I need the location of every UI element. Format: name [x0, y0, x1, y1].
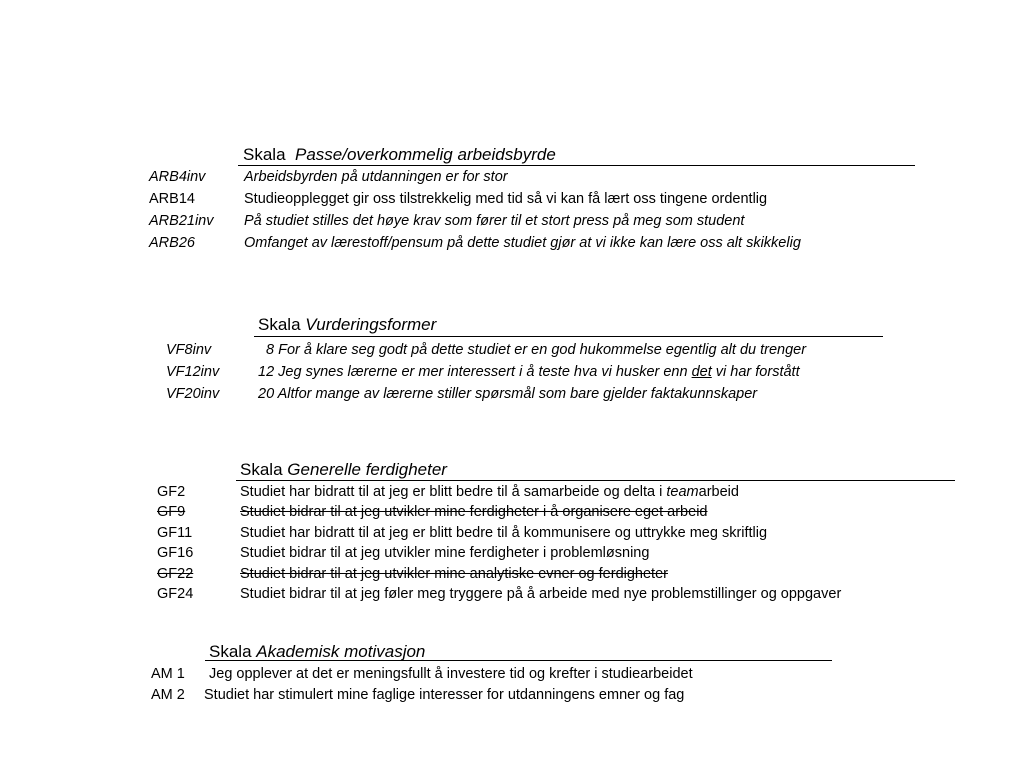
- item-code: VF8inv: [166, 342, 212, 358]
- scale-header-akademisk-motivasjon: [209, 642, 425, 662]
- item-code: GF16: [157, 545, 194, 561]
- scale-header-title: Passe/overkommelig arbeidsbyrde: [294, 145, 556, 164]
- item-code: AM 2: [151, 687, 185, 703]
- item-code: GF9: [157, 504, 186, 520]
- scale-header-prefix: Skala: [258, 315, 301, 334]
- item-code: AM 1: [151, 666, 185, 682]
- item-text-part: vi har forstått: [711, 364, 800, 380]
- item-text-part: arbeid: [698, 484, 739, 500]
- item-code: VF12inv: [166, 364, 220, 380]
- item-code: VF20inv: [166, 386, 220, 402]
- item-code: ARB26: [149, 235, 195, 251]
- item-text: Omfanget av lærestoff/pensum på dette studiet gjør at vi ikke kan lære oss alt skikkelig: [244, 235, 801, 251]
- scale-header-title: Vurderingsformer: [305, 315, 437, 334]
- item-code: GF2: [157, 484, 186, 500]
- scale-header-title: Generelle ferdigheter: [287, 460, 447, 479]
- item-text: Studiet bidrar til at jeg utvikler mine ferdigheter i problemløsning: [240, 545, 650, 561]
- item-text: 20 Altfor mange av lærerne stiller spørsmål som bare gjelder faktakunnskaper: [258, 386, 758, 402]
- scale-header-rule: [254, 336, 883, 337]
- item-text-part: Studiet har bidratt til at jeg er blitt bedre til å samarbeide og delta i: [240, 484, 667, 500]
- item-text: Studiet bidrar til at jeg utvikler mine ferdigheter i å organisere eget arbeid: [240, 504, 708, 520]
- item-text: Studiet har bidratt til at jeg er blitt bedre til å kommunisere og uttrykke meg skriftlig: [240, 525, 768, 541]
- item-text: På studiet stilles det høye krav som fører til et stort press på meg som student: [244, 213, 745, 229]
- item-text: Studiet har stimulert mine faglige interesser for utdanningens emner og fag: [204, 687, 685, 703]
- item-code: GF22: [157, 566, 194, 582]
- item-text-underlined: det: [691, 364, 712, 380]
- scale-header-rule: [205, 660, 832, 661]
- item-code: ARB4inv: [149, 169, 206, 185]
- item-code: ARB21inv: [149, 213, 214, 229]
- scale-header-prefix: Skala: [240, 460, 283, 479]
- scale-header-arbeidsbyrde: [243, 145, 556, 165]
- item-text-italic: team: [666, 484, 699, 500]
- scale-header-title: Akademisk motivasjon: [256, 642, 426, 661]
- scale-header-generelle-ferdigheter: [240, 460, 447, 480]
- item-text: [258, 363, 800, 381]
- item-text: 8 For å klare seg godt på dette studiet er en god hukommelse egentlig alt du trenger: [266, 342, 807, 358]
- item-text-part: 12 Jeg synes lærerne er mer interessert i å teste hva vi husker enn: [258, 364, 692, 380]
- scale-header-rule: [238, 165, 915, 166]
- scale-header-prefix: Skala: [243, 145, 286, 164]
- scale-header-vurderingsformer: [258, 315, 436, 335]
- item-text: Studiet bidrar til at jeg føler meg tryggere på å arbeide med nye problemstillinger og oppgaver: [240, 586, 842, 602]
- item-text: Arbeidsbyrden på utdanningen er for stor: [244, 169, 508, 185]
- item-code: GF24: [157, 586, 194, 602]
- item-text: Studieopplegget gir oss tilstrekkelig med tid så vi kan få lært oss tingene ordentlig: [244, 191, 768, 207]
- item-text: [240, 483, 739, 501]
- scale-header-prefix: Skala: [209, 642, 252, 661]
- item-text: Studiet bidrar til at jeg utvikler mine analytiske evner og ferdigheter: [240, 566, 668, 582]
- scale-header-rule: [236, 480, 955, 481]
- item-text: Jeg opplever at det er meningsfullt å investere tid og krefter i studiearbeidet: [209, 666, 693, 682]
- item-code: ARB14: [149, 191, 195, 207]
- item-code: GF11: [157, 525, 193, 541]
